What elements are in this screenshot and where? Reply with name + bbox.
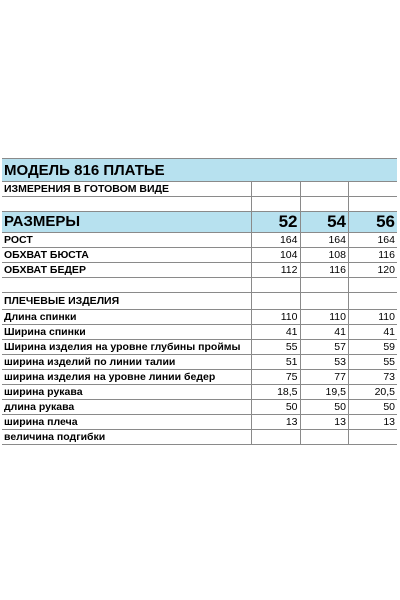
subtitle: ИЗМЕРЕНИЯ В ГОТОВОМ ВИДЕ: [2, 182, 252, 197]
table-row: Ширина изделия на уровне глубины проймы 55 57 59: [4, 341, 395, 353]
size-cell: 52: [252, 212, 300, 233]
section-row: [2, 293, 397, 310]
table-row: ширина изделия на уровне линии бедер 75 77 73: [4, 371, 395, 383]
table-row: ширина изделий по линии талии 51 53 55: [4, 356, 395, 368]
table-row: Длина спинки 110 110 110: [4, 311, 395, 323]
table-row: ширина рукава 18,5 19,5 20,5: [4, 386, 395, 398]
measurement-sheet: [2, 158, 397, 445]
sheet-title: МОДЕЛЬ 816 ПЛАТЬЕ: [2, 158, 397, 181]
subtitle-row: [2, 182, 397, 197]
table-row: ОБХВАТ БЕДЕР 112 116 120: [4, 264, 395, 276]
sizes-row: [2, 212, 397, 233]
table-row: длина рукава 50 50 50: [4, 401, 395, 413]
size-cell: 54: [300, 212, 348, 233]
measurement-table: [2, 181, 397, 445]
sizes-label: РАЗМЕРЫ: [2, 212, 252, 233]
table-row: ширина плеча 13 13 13: [4, 416, 395, 428]
size-cell: 56: [348, 212, 397, 233]
table-row: РОСТ 164 164 164: [4, 234, 395, 246]
table-row: ОБХВАТ БЮСТА 104 108 116: [4, 249, 395, 261]
table-row: величина подгибки: [2, 430, 397, 445]
table-row: Ширина спинки 41 41 41: [4, 326, 395, 338]
section-label: ПЛЕЧЕВЫЕ ИЗДЕЛИЯ: [2, 293, 252, 310]
